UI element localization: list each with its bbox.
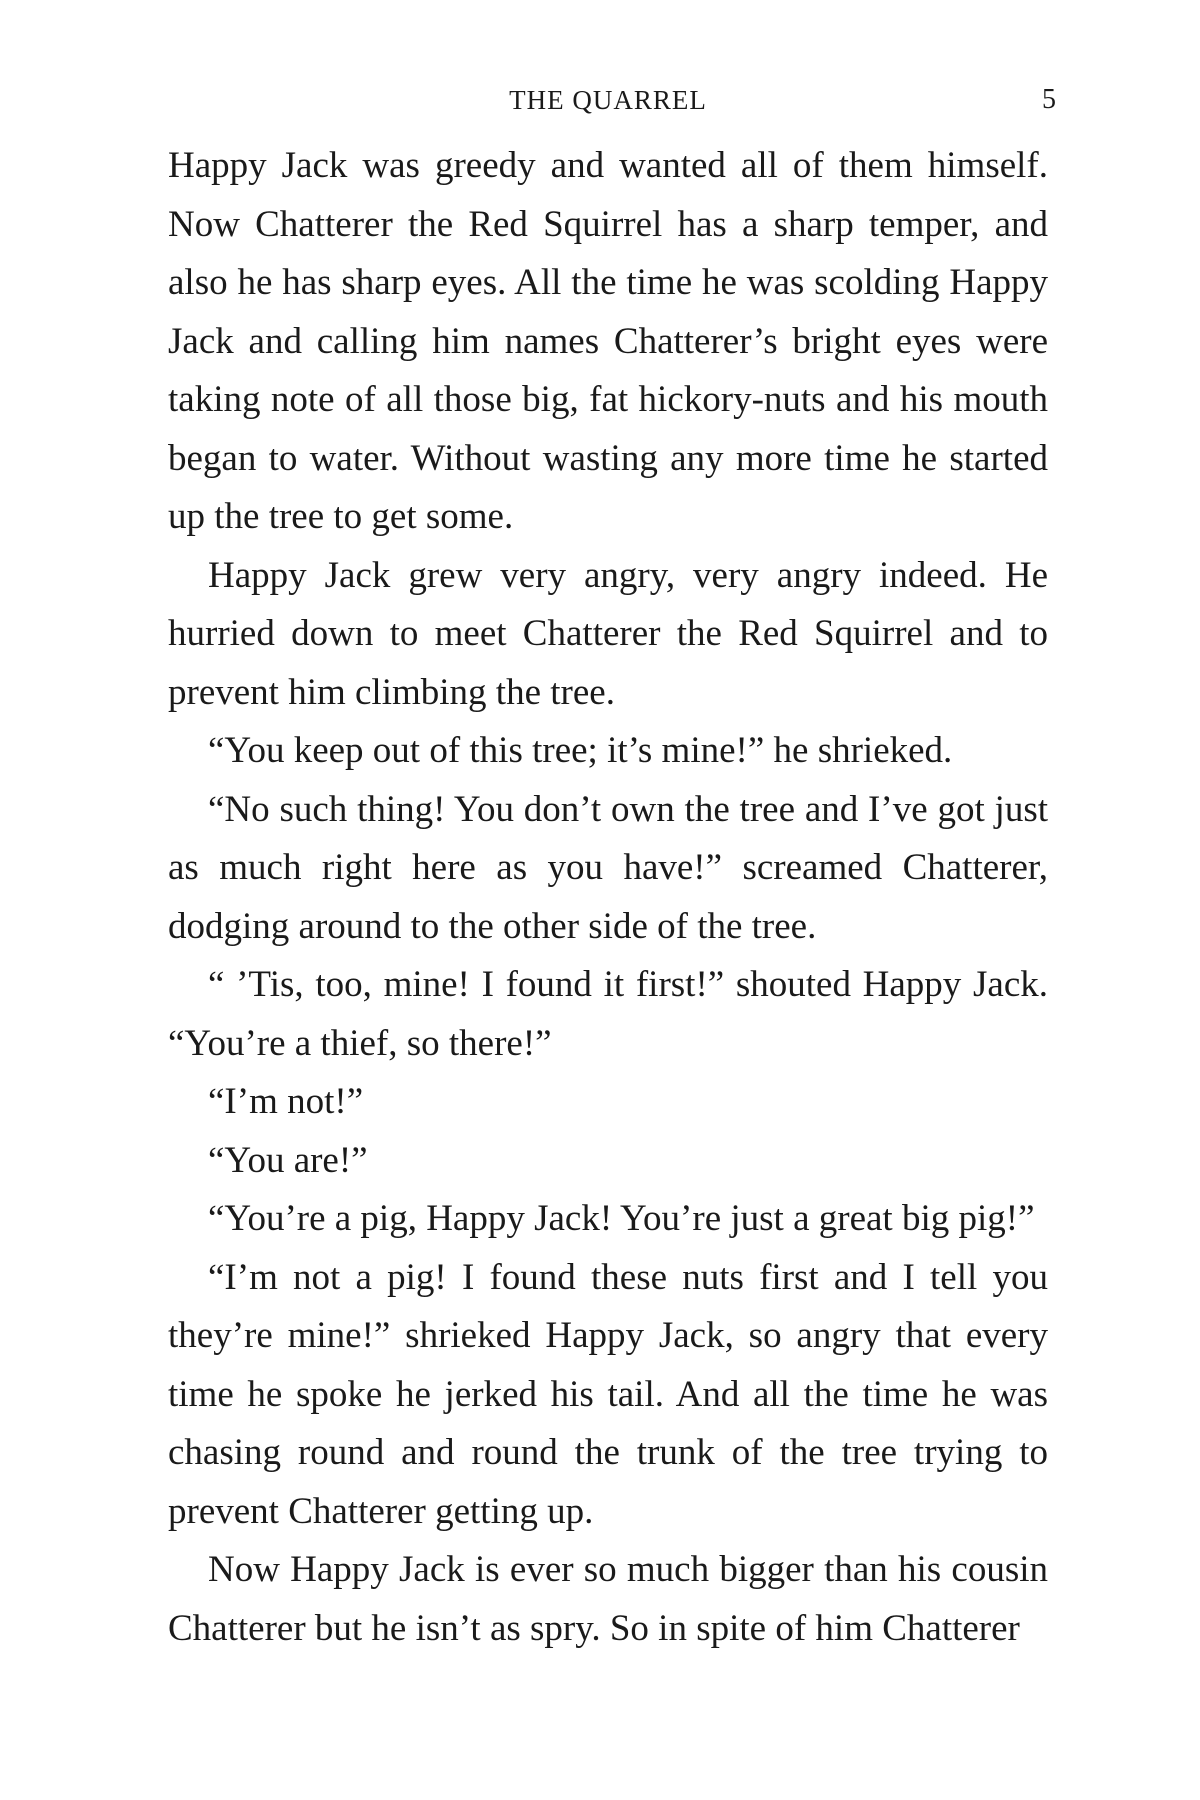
body-text [168,137,1048,1658]
running-title: THE QUARREL [509,85,707,115]
paragraph: “ ’Tis, too, mine! I found it first!” shouted Happy Jack. “You’re a thief, so there!” [168,964,1048,1064]
paragraph: Happy Jack was greedy and wanted all of them himself. Now Chatterer the Red Squirrel has a sharp temper, and also he has sharp eyes. All the time he was scolding Happy Jack and calling him names Chatterer’s bright eyes were taking note of all those big, fat hickory-nuts and his mouth began to water. Without wasting any more time he started up the tree to get some. [168,145,1048,537]
paragraph: “No such thing! You don’t own the tree and I’ve got just as much right here as you have!” screamed Chatterer, dodging around to the other side of the tree. [168,788,1048,947]
paragraph: Now Happy Jack is ever so much bigger than his cousin Chatterer but he isn’t as spry. So in spite of him Chatterer [168,1549,1048,1649]
paragraph: “I’m not!” [208,1081,364,1122]
paragraph: “I’m not a pig! I found these nuts first and I tell you they’re mine!” shrieked Happy Jack, so angry that every time he spoke he jerked his tail. And all the time he was chasing round and round the trunk of the tree trying to prevent Chatterer getting up. [168,1256,1048,1532]
paragraph: “You’re a pig, Happy Jack! You’re just a great big pig!” [208,1198,1035,1239]
page-number: 5 [1042,84,1056,115]
paragraph: “You are!” [208,1139,368,1181]
paragraph: “You keep out of this tree; it’s mine!” he shrieked. [208,730,953,771]
running-head [168,80,1056,120]
paragraph: Happy Jack grew very angry, very angry indeed. He hurried down to meet Chatterer the Red Squirrel and to prevent him climbing the tree. [168,554,1048,713]
